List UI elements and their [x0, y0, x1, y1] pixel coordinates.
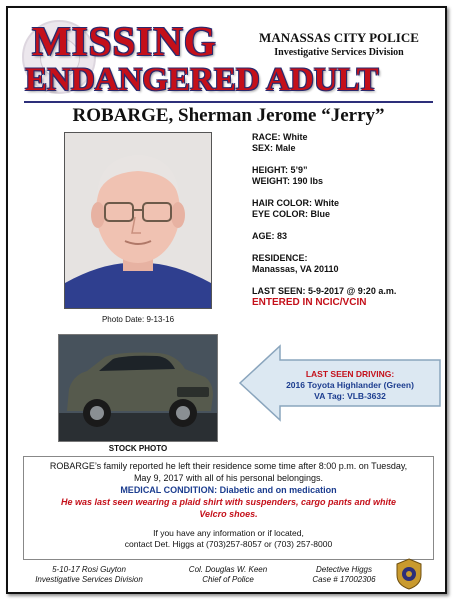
vehicle-photo: [58, 334, 218, 442]
ncic-entry: ENTERED IN NCIC/VCIN: [252, 297, 367, 308]
height: HEIGHT: 5’9”: [252, 165, 308, 175]
vehicle-tag: VA Tag: VLB-3632: [314, 391, 386, 401]
missing-person-flyer: [6, 6, 447, 594]
clothing-line-2: Velcro shoes.: [199, 509, 258, 519]
narrative: [33, 460, 424, 520]
footer-chief-line-1: Col. Douglas W. Keen: [188, 565, 268, 574]
police-badge-icon: [394, 558, 424, 590]
stock-photo-label: STOCK PHOTO: [108, 444, 168, 453]
last-seen: LAST SEEN: 5-9-2017 @ 9:20 a.m.: [252, 286, 397, 296]
footer-author-line-1: 5-10-17 Rosi Guyton: [52, 565, 126, 574]
subject-photo: [64, 132, 212, 309]
header-divider: [24, 101, 433, 103]
photo-date: Photo Date: 9-13-16: [101, 315, 175, 324]
footer-case-number: Case # 17002306: [312, 575, 376, 584]
division-name: Investigative Services Division: [274, 47, 404, 58]
subject-name: ROBARGE, Sherman Jerome “Jerry”: [72, 105, 385, 126]
footer-author: [24, 565, 154, 585]
narrative-line-1: ROBARGE’s family reported he left their residence some time after 8:00 p.m. on Tuesday,: [49, 461, 408, 471]
weight: WEIGHT: 190 lbs: [252, 176, 324, 186]
contact-line-2: contact Det. Higgs at (703)257-8057 or (703) 257-8000: [124, 539, 333, 549]
endangered-adult-heading: ENDANGERED ADULT: [25, 62, 379, 98]
footer-case: [296, 565, 392, 585]
contact-info: [33, 528, 424, 550]
narrative-line-2: May 9, 2017 with all of his personal belongings.: [133, 473, 324, 483]
footer-chief: [173, 565, 283, 585]
vehicle-details: [256, 369, 444, 402]
footer-detective: Detective Higgs: [315, 565, 373, 574]
footer-author-line-2: Investigative Services Division: [35, 575, 143, 584]
last-seen-driving-label: LAST SEEN DRIVING:: [305, 369, 395, 379]
race: RACE: White: [252, 132, 308, 142]
clothing-line-1: He was last seen wearing a plaid shirt with suspenders, cargo pants and white: [60, 497, 397, 507]
agency-name: MANASSAS CITY POLICE: [259, 30, 419, 45]
residence-label: RESIDENCE:: [252, 253, 308, 263]
contact-line-1: If you have any information or if located,: [153, 528, 304, 538]
eye-color: EYE COLOR: Blue: [252, 209, 331, 219]
residence-value: Manassas, VA 20110: [252, 264, 339, 274]
sex: SEX: Male: [252, 143, 296, 153]
hair-color: HAIR COLOR: White: [252, 198, 339, 208]
subject-details: [252, 132, 442, 308]
medical-condition: MEDICAL CONDITION: Diabetic and on medication: [120, 485, 337, 495]
footer-chief-line-2: Chief of Police: [202, 575, 254, 584]
age: AGE: 83: [252, 231, 288, 241]
vehicle-model: 2016 Toyota Highlander (Green): [286, 380, 414, 390]
missing-heading: MISSING: [32, 18, 217, 64]
